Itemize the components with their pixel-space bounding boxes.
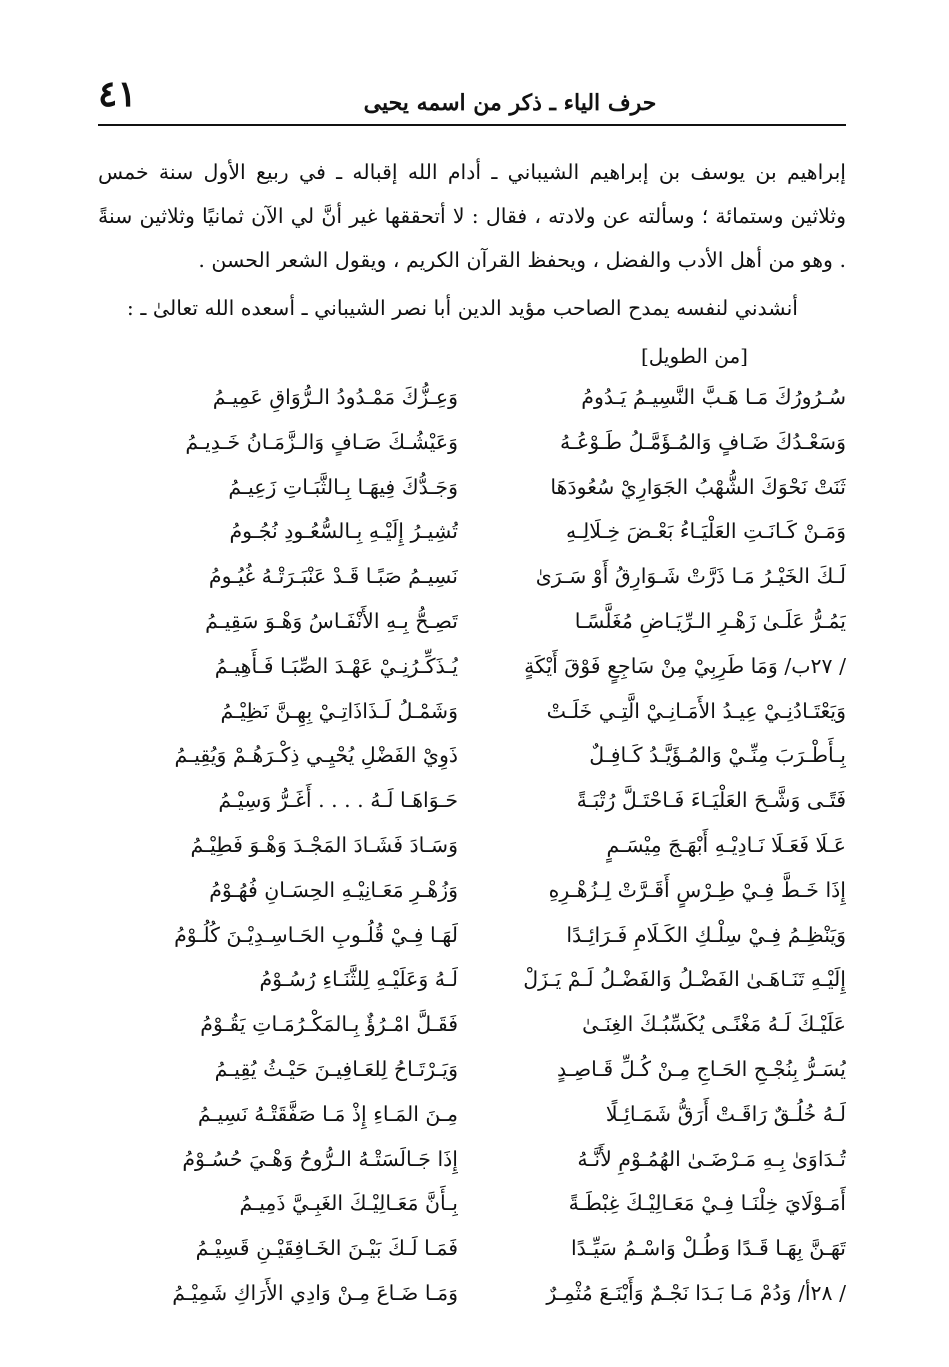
first-hemistich: سُـرُورُكَ مَـا هَـبَّ النَّسِيـمُ يَـدُومُ	[581, 385, 846, 409]
first-hemistich: / ٢٧ب/ وَمَا طَرِبِيْ مِنْ سَاجِعٍ فَوْقَ أَيْكَةٍ	[524, 653, 846, 678]
verse-line	[98, 507, 846, 555]
biography-text: إبراهيم بن يوسف بن إبراهيم الشيباني ـ أدام الله إقباله ـ في ربيع الأول سنة خمس وثلاثين وستمائة ؛ وسألته عن ولادته ، فقال : لا أتحققها غير أنَّ لي الآن ثمانيًا وثلاثين سنةً . وهو من أهل الأدب والفضل ، ويحفظ القرآن الكريم ، ويقول الشعر الحسن .	[98, 160, 846, 272]
second-hemistich: لَـهُ وَعَلَيْـهِ لِلثَّنَـاءِ رُسُـوْمُ	[259, 967, 458, 992]
first-hemistich: يُسَـرُّ بِنُجْـحِ الحَـاجِ مِـنْ كُـلِّ قَـاصِـدٍ	[556, 1057, 846, 1081]
verse-line	[98, 597, 846, 645]
verse-line	[98, 1224, 846, 1272]
poem-introduction: أنشدني لنفسه يمدح الصاحب مؤيد الدين أبا نصر الشيباني ـ أسعده الله تعالىٰ ـ :	[126, 296, 798, 320]
poem-meter-label: [من الطويل]	[640, 344, 748, 368]
verse-line	[98, 418, 846, 466]
second-hemistich: وَمَـا ضَـاعَ مِـنْ وَادِي الأَرَاكِ شَمِيْـمُ	[172, 1281, 458, 1305]
second-hemistich: مِـنَ المَـاءِ إِذْ مَـا صَفَّقَتْـهُ نَسِيـمُ	[197, 1101, 458, 1126]
second-hemistich: وَشَمْـلُ لَـذَاذَاتِـيْ بِهِـنَّ نَظِيْـمُ	[220, 698, 458, 723]
second-hemistich: فَمَـا لَـكَ بَيْـنَ الخَـافِقَيْـنِ قَسِيْـمُ	[195, 1236, 458, 1261]
first-hemistich: فَتًـى وَشَّـحَ العَلْيَـاءَ فَـاحْتَـلَّ رُتْبَـةً	[576, 788, 846, 813]
second-hemistich: لَهَـا فِـيْ قُلُـوبِ الحَـاسِـدِيْـنَ كُلُـوْمُ	[174, 922, 458, 947]
second-hemistich: ذَوِيْ الفَضْلِ يُحْيِـي ذِكْـرَهُـمْ وَيُقِيـمُ	[174, 743, 458, 768]
verse-line	[98, 1090, 846, 1138]
second-hemistich: فَقَـلَّ امْـرُؤٌ بِـالمَكْـرُمَـاتِ يَقُـوْمُ	[200, 1012, 458, 1037]
first-hemistich: بِـأَطْـرَبَ مِنِّـيْ وَالمُـؤَيَّـدُ كَـافِـلٌ	[589, 743, 846, 768]
first-hemistich: عَلَيْـكَ لَـهُ مَغْنًـى يُكَسِّبُـكَ الغِنَـىٰ	[582, 1012, 846, 1037]
verse-line	[98, 463, 846, 511]
verse-line	[98, 911, 846, 959]
page-number: ٤١	[98, 73, 137, 115]
first-hemistich: وَيَنْظِـمُ فِـيْ سِلْـكِ الكَـلَامِ فَـرَائِـدًا	[566, 922, 846, 947]
verse-line	[98, 1179, 846, 1227]
first-hemistich: إِلَيْـهِ تَنَـاهَـىٰ الفَضْـلُ وَالفَضْـلُ لَـمْ يَـزَلْ	[523, 967, 846, 992]
first-hemistich: وَسَعْـدُكَ ضَـافٍ وَالمُـؤَمَّـلُ طَـوْعُـهُ	[559, 429, 846, 454]
first-hemistich: تُـدَاوَىٰ بِـهِ مَـرْضَـىٰ الهُمُـوْمِ لأَنَّـهُ	[577, 1146, 846, 1171]
verse-line	[98, 1045, 846, 1093]
second-hemistich: وَيَـرْتَـاحُ لِلعَـافِيـنَ حَيْـثُ يُقِيـمُ	[214, 1057, 458, 1081]
first-hemistich: وَيَعْتَـادُنِـيْ عِيـدُ الأَمَـانِـيْ الَّتِـي خَلَـتْ	[546, 698, 846, 723]
second-hemistich: وَجَـدُّكَ فِيهَـا بِـالثَّبَـاتِ زَعِيـمُ	[228, 474, 458, 499]
second-hemistich: بِـأَنَّ مَعَـالِيْـكَ الغَبِـيَّ ذَمِيـمُ	[239, 1191, 458, 1216]
verse-line	[98, 866, 846, 914]
verse-line	[98, 1269, 846, 1317]
verse-line	[98, 821, 846, 869]
verse-line	[98, 1000, 846, 1048]
poem	[98, 373, 846, 1313]
second-hemistich: وَعِـزُّكَ مَمْـدُودُ الـرُّوَاقِ عَمِيـمُ	[212, 385, 458, 409]
verse-line	[98, 731, 846, 779]
verse-line	[98, 642, 846, 690]
first-hemistich: إِذَا خَـطَّ فِـيْ طِـرْسٍ أَقَـرَّتْ لِـزُهْـرِهِ	[548, 877, 846, 902]
verse-line	[98, 373, 846, 421]
first-hemistich: ثَنَتْ نَحْوَكَ الشُّهْبُ الجَوَارِيْ سُعُودَهَا	[550, 474, 846, 499]
first-hemistich: لَـكَ الخَيْـرُ مَـا ذَرَّتْ شَـوَارِقُ أَوْ سَـرَىٰ	[535, 564, 846, 589]
second-hemistich: وَسَـادَ فَشَـادَ المَجْـدَ وَهْـوَ فَطِيْـمُ	[190, 833, 458, 857]
first-hemistich: وَمَـنْ كَـانَـتِ العَلْيَـاءُ بَعْـضَ خِـلَالِـهِ	[566, 519, 846, 544]
verse-line	[98, 552, 846, 600]
first-hemistich: أَمَـوْلَايَ خِلْنَـا فِـيْ مَعَـالِيْـكَ غِبْطَـةً	[568, 1191, 846, 1216]
first-hemistich: / ٢٨أ/ وَدُمْ مَـا بَـدَا نَجْـمٌ وَأَيْنَـعَ مُثْمِـرٌ	[546, 1281, 846, 1305]
verse-line	[98, 955, 846, 1003]
second-hemistich: وَزُهْـرِ مَعَـانِيْـهِ الحِسَـانِ فُهُـوْمُ	[209, 877, 458, 902]
second-hemistich: يُـذَكِّـرُنِـيْ عَهْـدَ الصِّبَـا فَـأَهِيـمُ	[214, 653, 458, 678]
first-hemistich: لَـهُ خُلُـقٌ رَاقَـتْ أَرَقُّ شَمَـائِـلًا	[605, 1101, 846, 1126]
second-hemistich: حَـوَاهَـا لَـهُ . . . . أَغَـرُّ وَسِيْـمُ	[218, 788, 458, 813]
verse-line	[98, 687, 846, 735]
second-hemistich: تَصِـحُّ بِـهِ الأَنْفَـاسُ وَهْـوَ سَقِيـمُ	[205, 609, 458, 633]
verse-line	[98, 776, 846, 824]
first-hemistich: عَـلَا فَعَـلَا نَـادِيْـهِ أَبْهَـجَ مِيْسَـمٍ	[606, 833, 846, 857]
verse-line	[98, 1135, 846, 1183]
first-hemistich: يَمُـرُّ عَلَـىٰ زَهْـرِ الـرِّيَـاضِ مُغَلَّسًـا	[574, 609, 846, 633]
biography-paragraph	[98, 150, 846, 282]
running-head: حرف الياء ـ ذكر من اسمه يحيى	[363, 90, 657, 116]
second-hemistich: إِذَا جَـالَسَتْـهُ الـرُّوحُ وَهْـيَ حُسُـوْمُ	[182, 1146, 458, 1171]
header-rule	[98, 124, 846, 126]
second-hemistich: نَسِيـمُ صَبًـا قَـدْ عَنْبَـرَتْـهُ غُيُـومُ	[208, 564, 458, 589]
first-hemistich: تَهَـنَّ بِهَـا قَـدًا وَطُـلْ وَاسْـمُ سَيِّـدًا	[570, 1236, 846, 1261]
second-hemistich: تُشِيـرُ إِلَيْـهِ بِـالسُّعُـودِ نُجُـومُ	[229, 519, 458, 544]
second-hemistich: وَعَيْشُـكَ صَـافٍ وَالـزَّمَـانُ خَـدِيـمُ	[185, 429, 458, 454]
